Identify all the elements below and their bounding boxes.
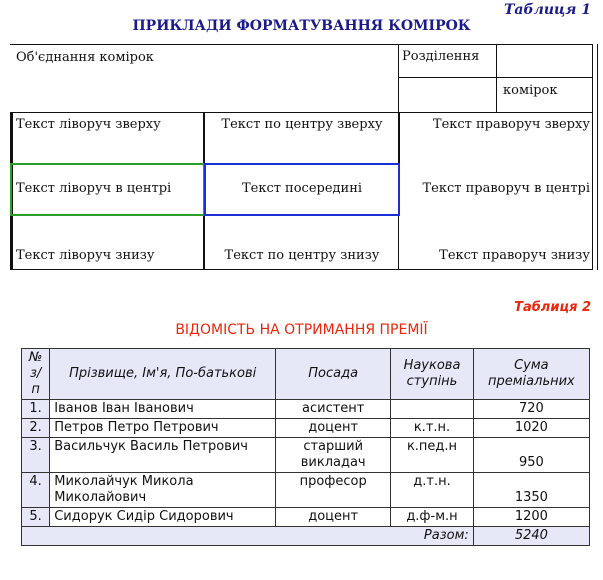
row-position: старший викладач (276, 438, 391, 473)
table2-title: ВІДОМІСТЬ НА ОТРИМАННЯ ПРЕМІЇ (175, 322, 428, 338)
row-name: Миколайчук Микола Миколайович (50, 473, 276, 508)
row-degree: д.ф-м.н (391, 508, 474, 527)
row-sum: 720 (473, 400, 589, 419)
row-position: доцент (276, 508, 391, 527)
row-degree (391, 400, 474, 419)
cell-right-top: Текст праворуч зверху (432, 117, 590, 132)
table1-title: ПРИКЛАДИ ФОРМАТУВАННЯ КОМІРОК (132, 18, 471, 34)
table-row (22, 438, 590, 473)
row-sum: 1200 (473, 508, 589, 527)
row-sum: 1350 (473, 473, 589, 508)
row-position: доцент (276, 419, 391, 438)
bonus-table (21, 348, 590, 546)
header-row (22, 349, 590, 400)
total-value: 5240 (473, 527, 589, 546)
cell-center-top: Текст по центру зверху (221, 117, 383, 132)
total-row (22, 527, 590, 546)
header-position: Посада (276, 349, 391, 400)
row-degree: д.т.н. (391, 473, 474, 508)
cell-right-middle: Текст праворуч в центрі (422, 181, 590, 196)
row-name: Васильчук Василь Петрович (50, 438, 276, 473)
row-number: 2. (22, 419, 50, 438)
cell-center-bottom: Текст по центру знизу (224, 248, 380, 263)
cell-right-bottom: Текст праворуч знизу (439, 248, 590, 263)
split-cell-label-1: Розділення (402, 49, 480, 64)
table2-caption: Таблиця 2 (514, 300, 591, 315)
row-degree: к.т.н. (391, 419, 474, 438)
cell-left-top: Текст ліворуч зверху (16, 117, 161, 132)
split-cell-label-2: комірок (503, 83, 558, 98)
row-degree: к.пед.н (391, 438, 474, 473)
row-number: 5. (22, 508, 50, 527)
table-row (22, 473, 590, 508)
row-number: 4. (22, 473, 50, 508)
row-number: 3. (22, 438, 50, 473)
header-name: Прізвище, Ім'я, По-батькові (50, 349, 276, 400)
row-sum: 950 (473, 438, 589, 473)
row-position: професор (276, 473, 391, 508)
row-position: асистент (276, 400, 391, 419)
cell-center-middle: Текст посередині (241, 181, 363, 196)
table-row (22, 419, 590, 438)
row-number: 1. (22, 400, 50, 419)
row-sum: 1020 (473, 419, 589, 438)
row-name: Іванов Іван Іванович (50, 400, 276, 419)
header-number: № з/п (22, 349, 50, 400)
merged-cell: Об'єднання комірок (16, 50, 154, 65)
total-label: Разом: (22, 527, 474, 546)
cell-left-middle: Текст ліворуч в центрі (16, 181, 172, 196)
row-name: Петров Петро Петрович (50, 419, 276, 438)
table-row (22, 508, 590, 527)
row-name: Сидорук Сидір Сидорович (50, 508, 276, 527)
header-degree: Наукова ступінь (391, 349, 474, 400)
table-row (22, 400, 590, 419)
cell-left-bottom: Текст ліворуч знизу (16, 248, 155, 263)
header-sum: Сума преміальних (473, 349, 589, 400)
table1-caption: Таблиця 1 (503, 2, 591, 18)
